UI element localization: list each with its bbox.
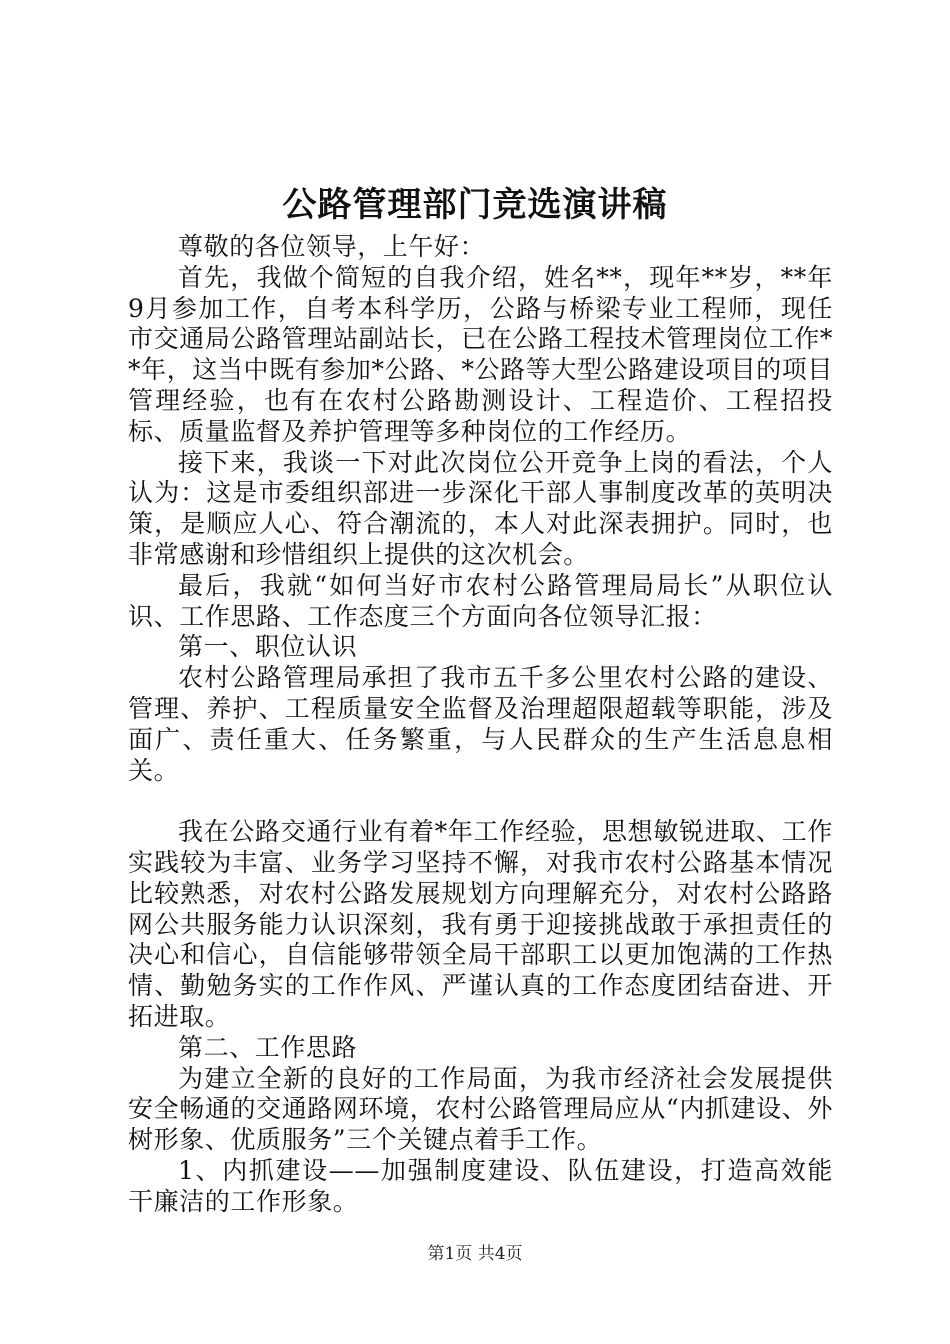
section-heading-approach: 第二、工作思路 — [178, 1032, 358, 1062]
document-body — [128, 232, 833, 1218]
paragraph-view: 接下来，我谈一下对此次岗位公开竞争上岗的看法，个人认为：这是市委组织部进一步深化干部人事制度改革的英明决策，是顺应人心、符合潮流的，本人对此深表拥护。同时，也非常感谢和珍惜组织上提供的这次机会。 — [128, 447, 833, 569]
paragraph-experience: 我在公路交通行业有着*年工作经验，思想敏锐进取、工作实践较为丰富、业务学习坚持不懈，对我市农村公路基本情况比较熟悉，对农村公路发展规划方向理解充分，对农村公路路网公共服务能力认识深刻，我有勇于迎接挑战敢于承担责任的决心和信心，自信能够带领全局干部职工以更加饱满的工作热情、勤勉务实的工作作风、严谨认真的工作态度团结奋进、开拓进取。 — [128, 817, 833, 1031]
paragraph-greeting: 尊敬的各位领导，上午好： — [178, 232, 486, 261]
paragraph-item-1: 1、内抓建设——加强制度建设、队伍建设，打造高效能干廉洁的工作形象。 — [128, 1155, 833, 1216]
section-heading-position: 第一、职位认识 — [178, 632, 358, 662]
paragraph-position-duties: 农村公路管理局承担了我市五千多公里农村公路的建设、管理、养护、工程质量安全监督及治理超限超载等职能，涉及面广、责任重大、任务繁重，与人民群众的生产生活息息相关。 — [128, 663, 833, 785]
document-title: 公路管理部门竞选演讲稿 — [282, 185, 668, 225]
paragraph-outline: 最后，我就“如何当好市农村公路管理局局长”从职位认识、工作思路、工作态度三个方面向各位领导汇报： — [128, 570, 833, 631]
paragraph-approach: 为建立全新的良好的工作局面，为我市经济社会发展提供安全畅通的交通路网环境，农村公路管理局应从“内抓建设、外树形象、优质服务”三个关键点着手工作。 — [128, 1063, 833, 1155]
page-footer: 第1页 共4页 — [427, 1244, 523, 1264]
paragraph-self-intro: 首先，我做个简短的自我介绍，姓名**，现年**岁，**年9月参加工作，自考本科学历，公路与桥梁专业工程师，现任市交通局公路管理站副站长，已在公路工程技术管理岗位工作**年，这当中既有参加*公路、*公路等大型公路建设项目的项目管理经验，也有在农村公路勘测设计、工程造价、工程招投标、质量监督及养护管理等多种岗位的工作经历。 — [128, 262, 833, 446]
